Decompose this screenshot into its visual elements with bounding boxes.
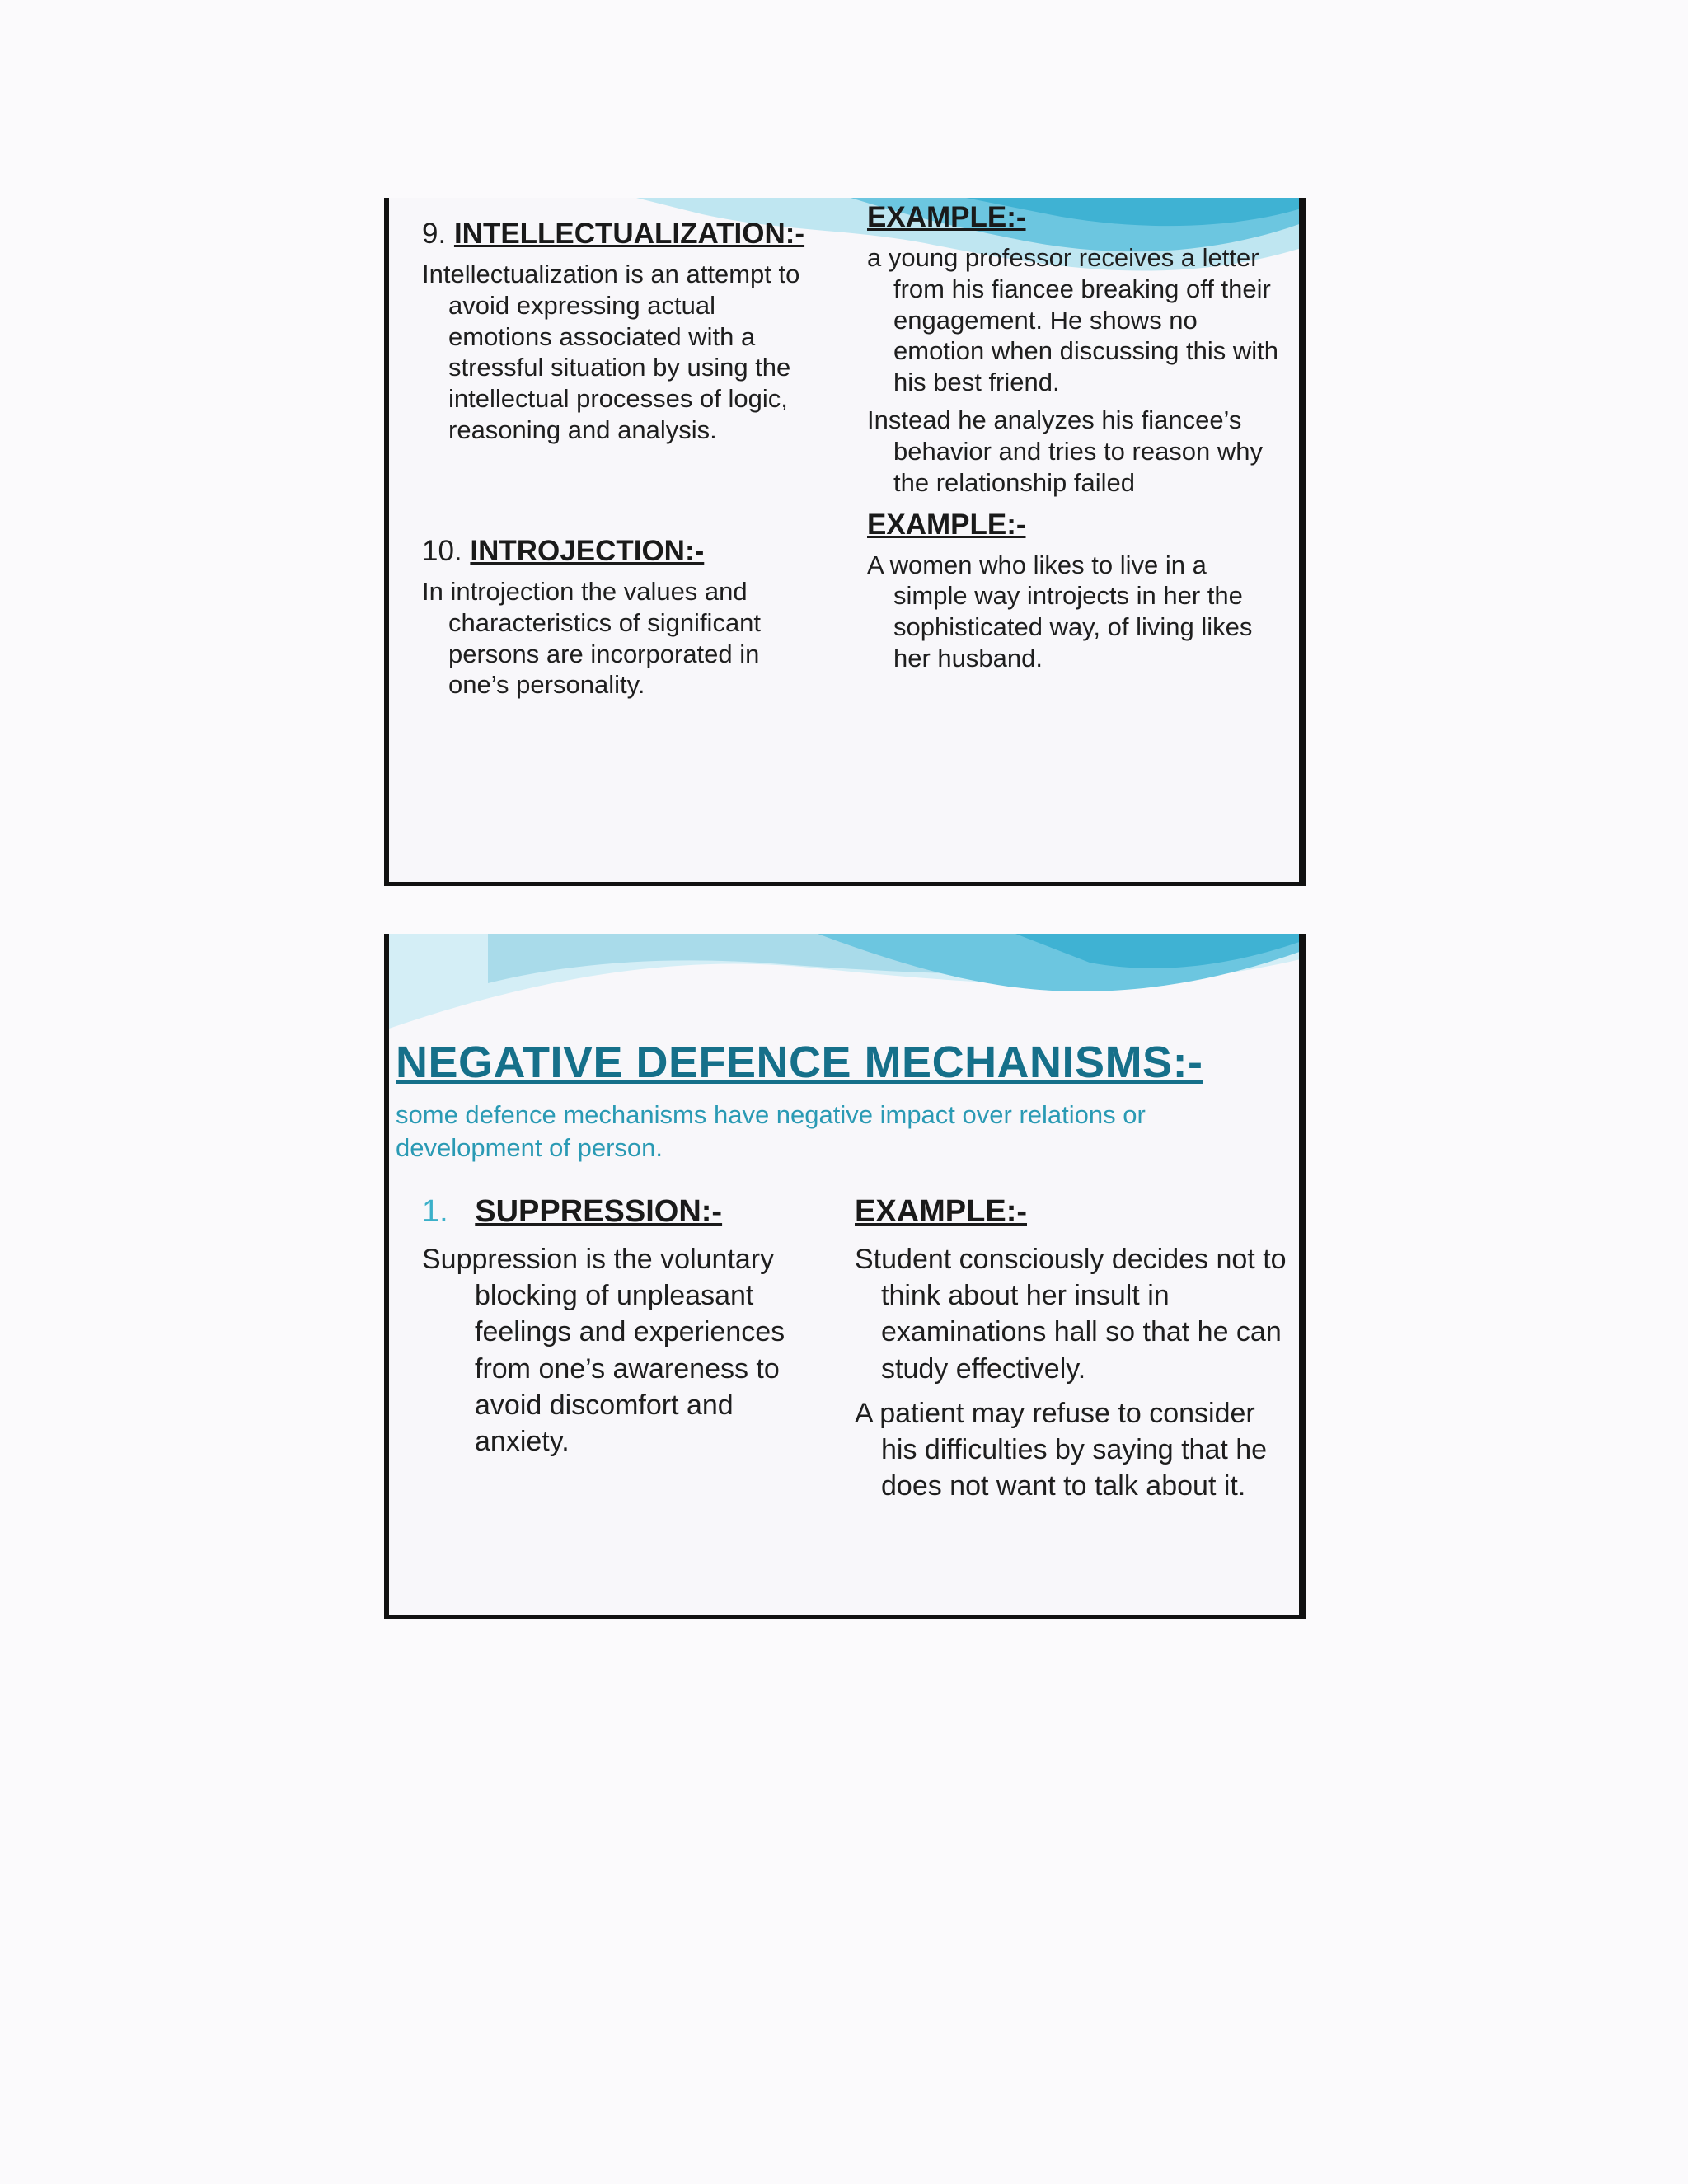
introjection-definition: In introjection the values and characteristics of significant persons are incorporated in one’s personality. [422,576,762,700]
example-heading: EXAMPLE:- [867,201,1026,233]
slide-title: NEGATIVE DEFENCE MECHANISMS:- [396,1038,1203,1087]
introjection-heading [422,535,826,568]
slide-intellectualization-introjection [384,198,1306,882]
example-paragraph: A women who likes to live in a simple way introjects in her the sophisticated way, of living likes her husband. [867,550,1253,673]
introjection-title: INTROJECTION:- [470,534,705,567]
example-paragraph: a young professor receives a letter from his fiancee breaking off their engagement. He shows no emotion when discussing this with his best friend. [867,243,1278,397]
left-column [422,218,826,701]
suppression-heading [422,1194,826,1230]
example-paragraph: A patient may refuse to consider his difficulties by saying that he does not want to talk about it. [855,1397,1268,1502]
slide-negative-defence-mechanisms [384,934,1306,1618]
intellectualization-title: INTELLECTUALIZATION:- [453,218,805,250]
slide-header-swoosh [389,934,1304,1041]
right-column [855,1194,1292,1504]
item-number: 10. [422,534,462,567]
suppression-title: SUPPRESSION:- [475,1194,723,1229]
slide-divider [384,882,1306,886]
left-column [422,1194,826,1460]
right-column [867,201,1279,674]
list-number: 1. [422,1194,448,1229]
example-heading: EXAMPLE:- [855,1194,1027,1229]
intellectualization-heading [422,218,826,251]
intellectualization-definition: Intellectualization is an attempt to avoid expressing actual emotions associated with a stressful situation by using the intellectual processes of logic, reasoning and analysis. [422,260,800,445]
example-heading: EXAMPLE:- [867,508,1026,541]
slide-divider [384,1615,1306,1619]
slide-subtitle: some defence mechanisms have negative impact over relations or development of person. [396,1100,1146,1163]
item-number: 9. [422,218,447,250]
example-paragraph: Instead he analyzes his fiancee’s behavior and tries to reason why the relationship failed [867,405,1264,497]
example-paragraph: Student consciously decides not to think about her insult in examinations hall so that he can study effectively. [855,1244,1287,1385]
suppression-definition: Suppression is the voluntary blocking of unpleasant feelings and experiences from one’s awareness to avoid discomfort and anxiety. [422,1244,785,1457]
